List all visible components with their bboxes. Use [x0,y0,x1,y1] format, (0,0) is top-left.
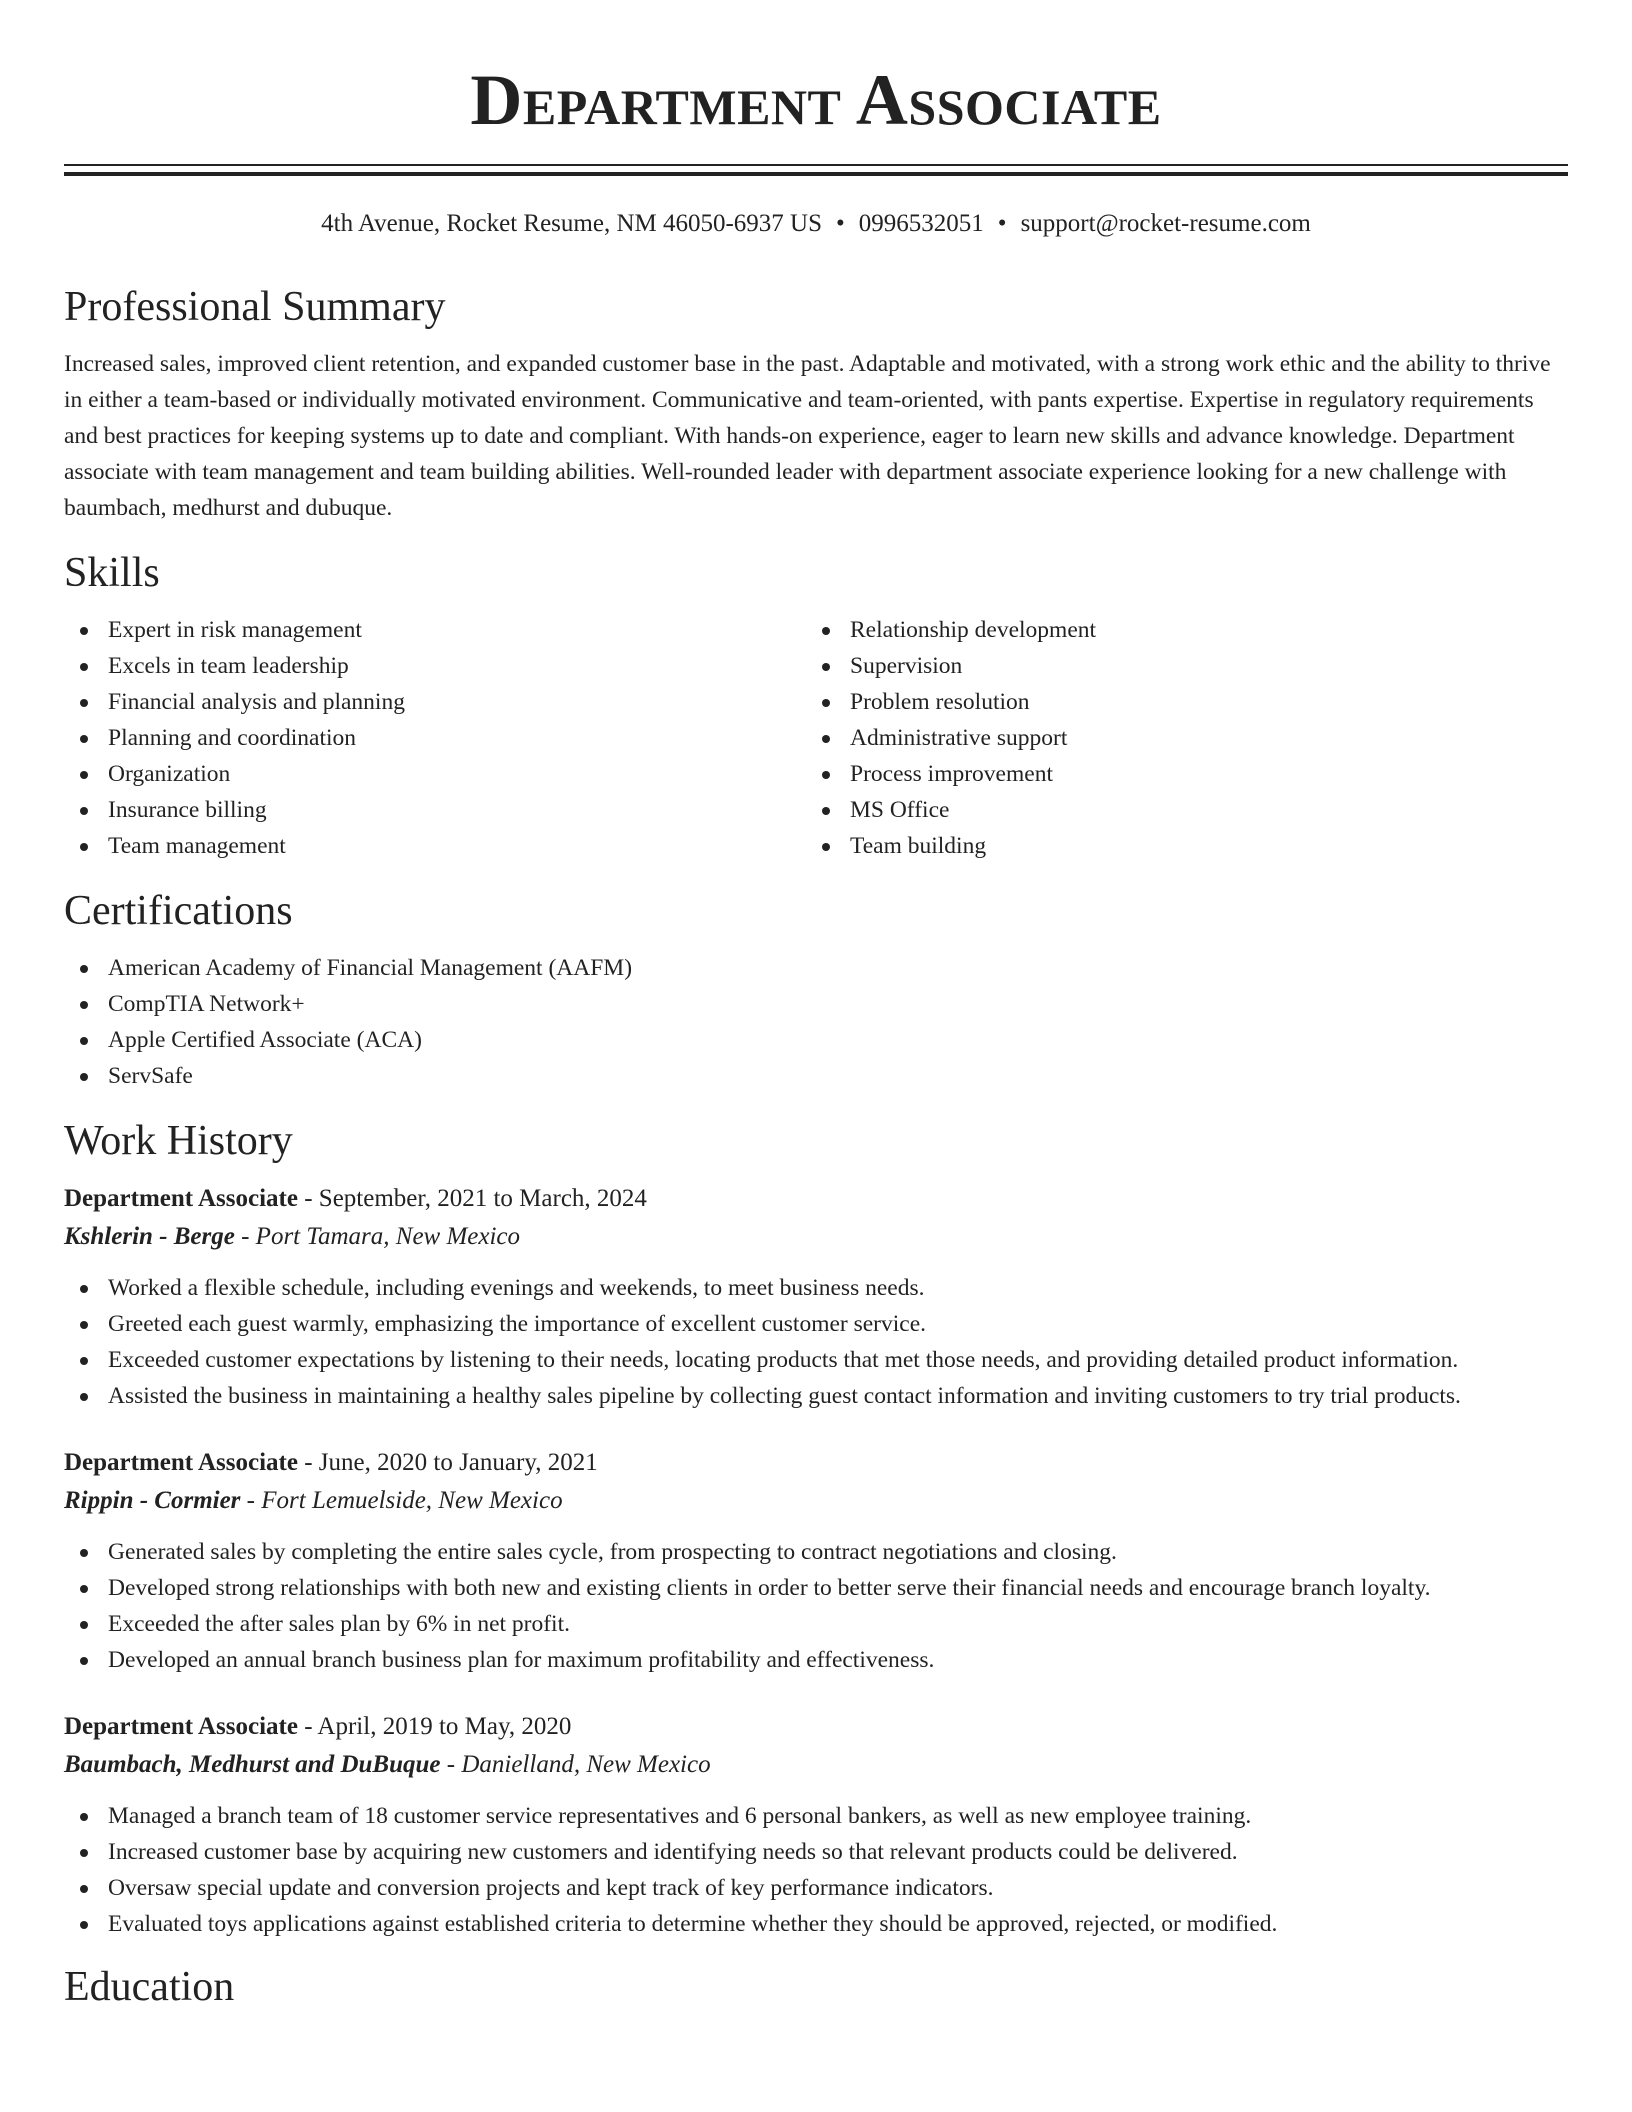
certifications-list [64,950,1568,1094]
contact-separator: • [997,210,1007,237]
job-title-line [64,1444,1568,1482]
skills-list-right [806,612,1548,864]
certification-item: American Academy of Financial Management (AAFM) [64,950,1568,986]
job-title-line [64,1180,1568,1218]
resume-name: Department Associate [470,60,1162,140]
job-bullets [64,1270,1568,1414]
certification-item: ServSafe [64,1058,1568,1094]
job-dates: - September, 2021 to March, 2024 [297,1185,647,1212]
job-role: Department Associate [64,1713,298,1740]
skill-item: Problem resolution [806,684,1548,720]
skill-item: Process improvement [806,756,1548,792]
job-bullet: Developed an annual branch business plan for maximum profitability and effectiveness. [64,1642,1568,1678]
job-bullets [64,1534,1568,1678]
education-heading: Education [64,1964,235,2010]
skill-item: Supervision [806,648,1548,684]
job-dates: - June, 2020 to January, 2021 [297,1449,598,1476]
header-rule-top [64,164,1568,166]
skill-item: Team management [64,828,806,864]
job-company-line [64,1482,1568,1520]
job-title-line [64,1708,1568,1746]
certification-item: Apple Certified Associate (ACA) [64,1022,1568,1058]
job-bullet: Worked a flexible schedule, including evenings and weekends, to meet business needs. [64,1270,1568,1306]
job-location: - Fort Lemuelside, New Mexico [240,1487,563,1514]
skill-item: Administrative support [806,720,1548,756]
job-bullet: Increased customer base by acquiring new customers and identifying needs so that relevant products could be delivered. [64,1834,1568,1870]
skill-item: Insurance billing [64,792,806,828]
job-bullet: Oversaw special update and conversion projects and kept track of key performance indicators. [64,1870,1568,1906]
skill-item: Planning and coordination [64,720,806,756]
job-bullet: Managed a branch team of 18 customer service representatives and 6 personal bankers, as well as new employee training. [64,1798,1568,1834]
job-company: Baumbach, Medhurst and DuBuque [64,1751,441,1778]
contact-address: 4th Avenue, Rocket Resume, NM 46050-6937 US [321,210,823,237]
skills-column-left [64,612,806,864]
job-dates: - April, 2019 to May, 2020 [297,1713,572,1740]
skills-heading: Skills [64,550,160,596]
job-role: Department Associate [64,1185,298,1212]
job-bullet: Exceeded the after sales plan by 6% in net profit. [64,1606,1568,1642]
skill-item: Financial analysis and planning [64,684,806,720]
skill-item: MS Office [806,792,1548,828]
skills-list-left [64,612,806,864]
job-entry [64,1708,1568,1942]
contact-line [64,208,1568,240]
contact-phone: 0996532051 [858,210,984,237]
skill-item: Team building [806,828,1548,864]
job-location: - Port Tamara, New Mexico [234,1223,521,1250]
job-bullet: Generated sales by completing the entire sales cycle, from prospecting to contract negotiations and closing. [64,1534,1568,1570]
job-company: Kshlerin - Berge [64,1223,235,1250]
job-location: - Danielland, New Mexico [440,1751,711,1778]
contact-separator: • [836,210,845,237]
job-bullet: Developed strong relationships with both new and existing clients in order to better serve their financial needs and encourage branch loyalty. [64,1570,1568,1606]
job-bullet: Greeted each guest warmly, emphasizing the importance of excellent customer service. [64,1306,1568,1342]
summary-heading: Professional Summary [64,284,446,330]
job-bullet: Assisted the business in maintaining a healthy sales pipeline by collecting guest contact information and inviting customers to try trial products. [64,1378,1568,1414]
skill-item: Excels in team leadership [64,648,806,684]
contact-email[interactable]: support@rocket-resume.com [1020,210,1311,237]
job-company-line [64,1746,1568,1784]
skill-item: Relationship development [806,612,1548,648]
work-history-heading: Work History [64,1118,293,1164]
job-role: Department Associate [64,1449,298,1476]
header-rule-bottom [64,172,1568,176]
job-entry [64,1444,1568,1678]
job-bullet: Exceeded customer expectations by listening to their needs, locating products that met those needs, and providing detailed product information. [64,1342,1568,1378]
skill-item: Organization [64,756,806,792]
skill-item: Expert in risk management [64,612,806,648]
skills-column-right [806,612,1548,864]
certification-item: CompTIA Network+ [64,986,1568,1022]
job-entry [64,1180,1568,1414]
job-bullets [64,1798,1568,1942]
job-bullet: Evaluated toys applications against established criteria to determine whether they should be approved, rejected, or modified. [64,1906,1568,1942]
certifications-heading: Certifications [64,888,293,934]
job-company: Rippin - Cormier [64,1487,241,1514]
skills-grid [64,612,1568,864]
summary-text: Increased sales, improved client retention, and expanded customer base in the past. Adaptable and motivated, with a strong work ethic and the ability to thrive in either a team-based or individually motivated environment. Communicative and team-oriented, with pants expertise. Expertise in regulatory requirements and best practices for keeping systems up to date and compliant. With hands-on experience, eager to learn new skills and advance knowledge. Department associate with team management and team building abilities. Well-rounded leader with department associate experience looking for a new challenge with baumbach, medhurst and dubuque. [64,351,1551,521]
job-company-line [64,1218,1568,1256]
